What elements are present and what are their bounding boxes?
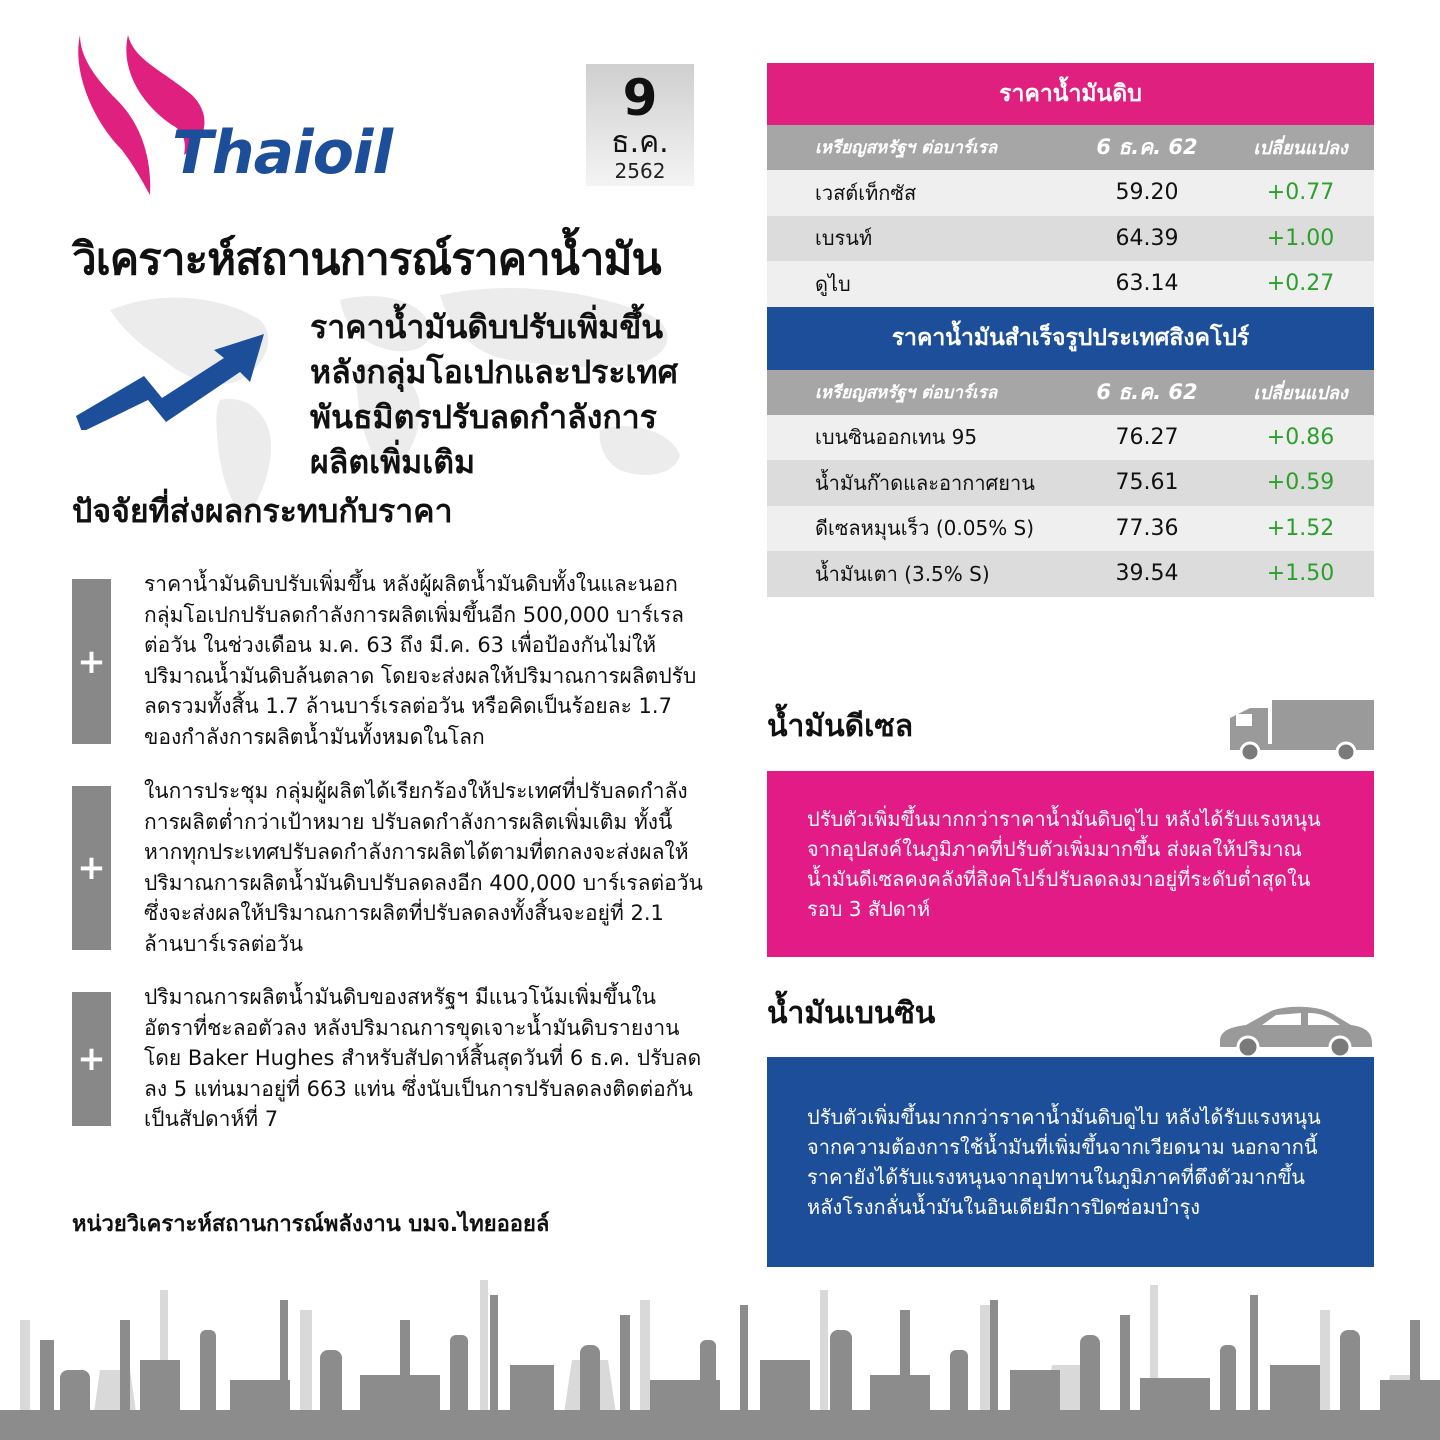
row-price: 39.54 [1115, 561, 1179, 587]
product-table-header [767, 370, 1374, 415]
date-year: 2562 [614, 159, 666, 183]
col-unit: เหรียญสหรัฐฯ ต่อบาร์เรล [815, 138, 998, 158]
row-change: +1.52 [1266, 515, 1335, 541]
factor-text: ปริมาณการผลิตน้ำมันดิบของสหรัฐฯ มีแนวโน้มเพิ่มขึ้นในอัตราที่ชะลอตัวลง หลังปริมาณการขุดเจาะน้ำมันดิบรายงานโดย Baker Hughes สำหรับสัปดาห์สิ้นสุดวันที่ 6 ธ.ค. ปรับลดลง 5 แท่นมาอยู่ที่ 663 แท่น ซึ่งนับเป็นการปรับลดลงติดต่อกันเป็นสัปดาห์ที่ 7 [144, 985, 702, 1131]
logo-wordmark: Thaioil [172, 118, 393, 188]
diesel-summary [767, 771, 1374, 957]
product-table-body [767, 415, 1374, 597]
trend-up-arrow-icon [74, 330, 274, 430]
col-date: 6 ธ.ค. 62 [1096, 135, 1198, 159]
table-row [767, 460, 1374, 506]
col-change: เปลี่ยนแปลง [1253, 138, 1348, 159]
row-change: +1.00 [1266, 225, 1335, 251]
table-row [767, 216, 1374, 262]
row-price: 75.61 [1115, 470, 1179, 496]
row-name: น้ำมันเตา (3.5% S) [815, 561, 990, 586]
table-row [767, 415, 1374, 461]
row-price: 77.36 [1115, 515, 1179, 541]
crude-table-header [767, 125, 1374, 170]
table-row [767, 170, 1374, 216]
factors-heading: ปัจจัยที่ส่งผลกระทบกับราคา [72, 492, 453, 530]
credit-line: หน่วยวิเคราะห์สถานการณ์พลังงาน บมจ.ไทยออยล์ [72, 1212, 550, 1237]
refinery-skyline [0, 1260, 1440, 1440]
row-price: 64.39 [1115, 225, 1179, 251]
factor-text: ราคาน้ำมันดิบปรับเพิ่มขึ้น หลังผู้ผลิตน้ำมันดิบทั้งในและนอกกลุ่มโอเปกปรับลดกำลังการผลิตเพิ่มขึ้นอีก 500,000 บาร์เรลต่อวัน ในช่วงเดือน ม.ค. 63 ถึง มี.ค. 63 เพื่อป้องกันไม่ให้ปริมาณน้ำมันดิบล้นตลาด โดยจะส่งผลให้ปริมาณการผลิตปรับลดรวมทั้งสิ้น 1.7 ล้านบาร์เรลต่อวัน หรือคิดเป็นร้อยละ 1.7 ของกำลังการผลิตน้ำมันทั้งหมดในโลก [144, 572, 697, 749]
row-change: +1.50 [1266, 561, 1335, 587]
row-name: เวสต์เท็กซัส [815, 180, 917, 205]
benzine-summary [767, 1057, 1374, 1267]
benzine-heading: น้ำมันเบนซิน [767, 996, 936, 1031]
row-name: ดูไบ [815, 271, 851, 296]
row-name: ดีเซลหมุนเร็ว (0.05% S) [815, 516, 1035, 541]
col-unit: เหรียญสหรัฐฯ ต่อบาร์เรล [815, 382, 998, 403]
factor-text: ในการประชุม กลุ่มผู้ผลิตได้เรียกร้องให้ประเทศที่ปรับลดกำลังการผลิตต่ำกว่าเป้าหมาย ปรับลดกำลังการผลิตเพิ่มเติม ทั้งนี้ หากทุกประเทศปรับลดกำลังการผลิตได้ตามที่ตกลงจะส่งผลให้ปริมาณการผลิตน้ำมันดิบปรับลดลงอีก 400,000 บาร์เรลต่อวัน ซึ่งจะส่งผลให้ปริมาณการผลิตที่ปรับลดลงทั้งสิ้นจะอยู่ที่ 2.1 ล้านบาร์เรลต่อวัน [144, 779, 703, 956]
row-price: 59.20 [1115, 180, 1179, 206]
date-badge [586, 64, 694, 186]
benzine-text: ปรับตัวเพิ่มขึ้นมากกว่าราคาน้ำมันดิบดูไบ หลังได้รับแรงหนุนจากความต้องการใช้น้ำมันที่เพิ่มขึ้นจากเวียดนาม นอกจากนี้ราคายังได้รับแรงหนุนจากอุปทานในภูมิภาคที่ตึงตัวมากขึ้น หลังโรงกลั่นน้ำมันในอินเดียมีการปิดซ่อมบำรุง [807, 1105, 1321, 1219]
row-change: +0.86 [1266, 424, 1335, 450]
table-row [767, 506, 1374, 552]
crude-table-title: ราคาน้ำมันดิบ [767, 63, 1374, 125]
row-name: เบรนท์ [815, 226, 873, 251]
row-change: +0.77 [1266, 180, 1335, 206]
crude-table-body [767, 170, 1374, 307]
row-name: น้ำมันก๊าดและอากาศยาน [815, 470, 1035, 495]
row-price: 76.27 [1115, 424, 1179, 450]
col-date: 6 ธ.ค. 62 [1096, 379, 1198, 404]
diesel-heading: น้ำมันดีเซล [767, 709, 914, 744]
table-row [767, 261, 1374, 307]
diesel-text: ปรับตัวเพิ่มขึ้นมากกว่าราคาน้ำมันดิบดูไบ หลังได้รับแรงหนุนจากอุปสงค์ในภูมิภาคที่ปรับตัวเพิ่มมากขึ้น ส่งผลให้ปริมาณน้ำมันดีเซลคงคลังที่สิงคโปร์ปรับลดลงมาอยู่ที่ระดับต่ำสุดในรอบ 3 สัปดาห์ [807, 807, 1321, 921]
page-title: วิเคราะห์สถานการณ์ราคาน้ำมัน [72, 234, 661, 285]
truck-icon [1228, 700, 1374, 762]
row-price: 63.14 [1115, 271, 1179, 297]
plus-icon: + [72, 579, 111, 744]
table-row [767, 551, 1374, 597]
row-change: +0.59 [1266, 470, 1335, 496]
plus-icon: + [72, 786, 111, 950]
col-change: เปลี่ยนแปลง [1253, 382, 1348, 404]
price-tables [767, 63, 1374, 597]
car-icon [1216, 1003, 1374, 1058]
plus-icon: + [72, 992, 111, 1126]
product-table-title: ราคาน้ำมันสำเร็จรูปประเทศสิงคโปร์ [767, 307, 1374, 370]
date-day: 9 [622, 69, 658, 127]
headline: ราคาน้ำมันดิบปรับเพิ่มขึ้นหลังกลุ่มโอเปกและประเทศพันธมิตรปรับลดกำลังการผลิตเพิ่มเติม [310, 308, 678, 481]
row-name: เบนซินออกเทน 95 [815, 425, 978, 450]
row-change: +0.27 [1266, 271, 1335, 297]
date-month: ธ.ค. [611, 125, 669, 160]
